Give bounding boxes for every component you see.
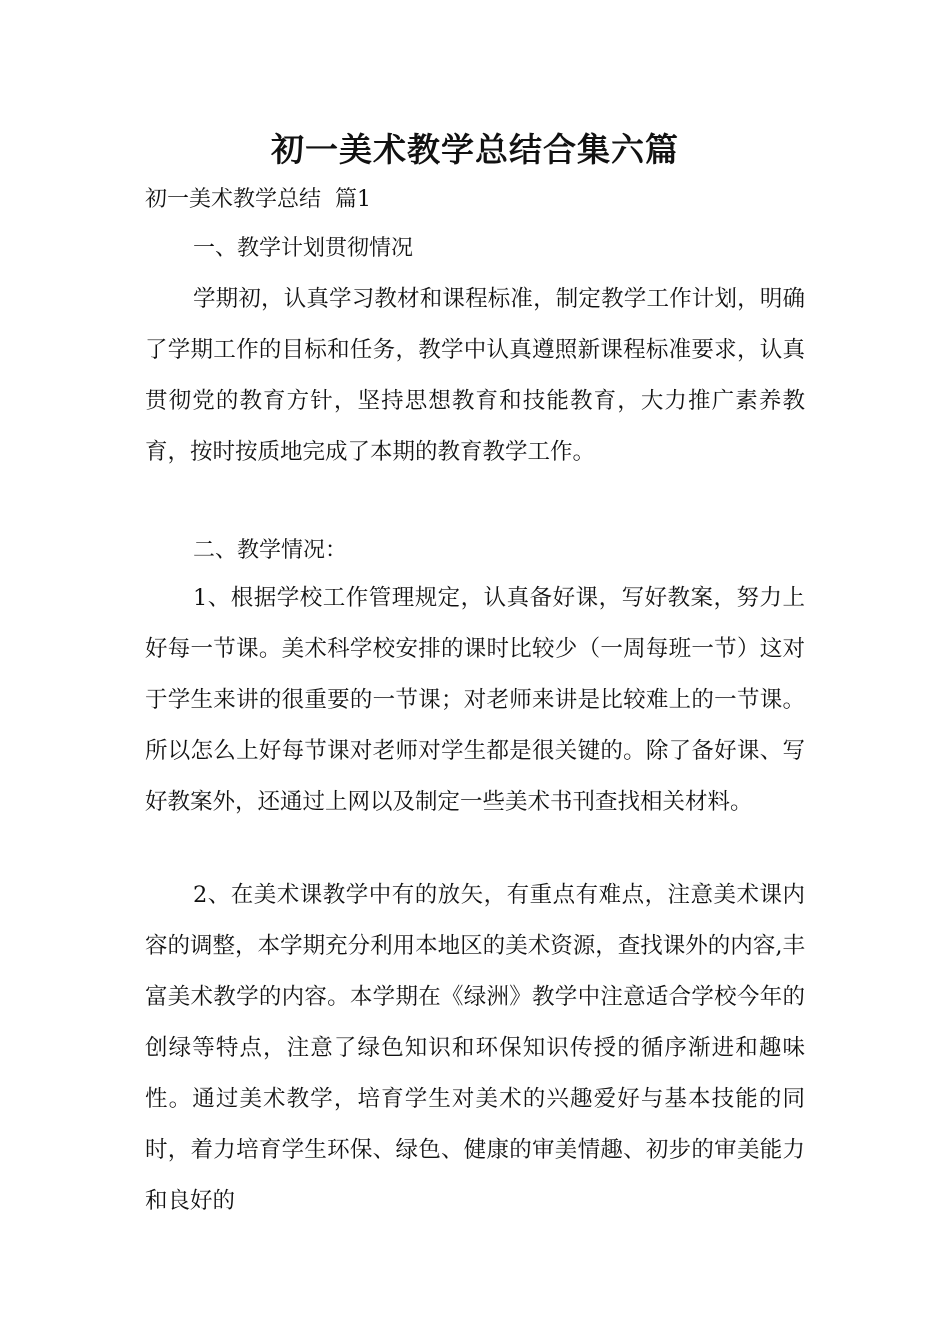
paragraph-item-1: 1、根据学校工作管理规定，认真备好课，写好教案，努力上好每一节课。美术科学校安排的课时比较少（一周每班一节）这对于学生来讲的很重要的一节课；对老师来讲是比较难上的一节课。所以怎么上好每节课对老师对学生都是很关键的。除了备好课、写好教案外，还通过上网以及制定一些美术书刊查找相关材料。 <box>145 585 805 815</box>
paragraph-item-2: 2、在美术课教学中有的放矢，有重点有难点，注意美术课内容的调整，本学期充分利用本地区的美术资源，查找课外的内容,丰富美术教学的内容。本学期在《绿洲》教学中注意适合学校今年的创绿等特点，注意了绿色知识和环保知识传授的循序渐进和趣味性。通过美术教学，培育学生对美术的兴趣爱好与基本技能的同时，着力培育学生环保、绿色、健康的审美情趣、初步的审美能力和良好的 <box>145 882 805 1214</box>
section-heading-1: 一、教学计划贯彻情况 <box>193 236 414 261</box>
document-title: 初一美术教学总结合集六篇 <box>271 130 679 169</box>
document-subtitle: 初一美术教学总结 篇1 <box>145 187 371 212</box>
paragraph-plan: 学期初，认真学习教材和课程标准，制定教学工作计划，明确了学期工作的目标和任务，教学中认真遵照新课程标准要求，认真贯彻党的教育方针，坚持思想教育和技能教育，大力推广素养教育，按时按质地完成了本期的教育教学工作。 <box>145 286 805 465</box>
section-heading-2: 二、教学情况： <box>193 538 348 563</box>
